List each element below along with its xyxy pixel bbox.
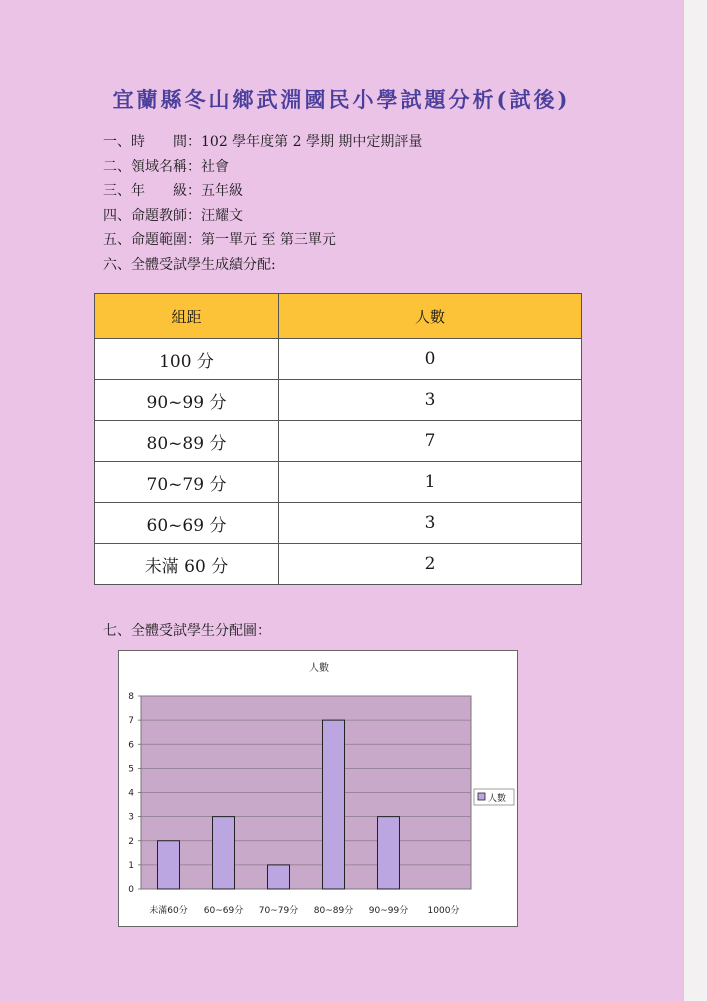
table-row [95, 462, 582, 503]
range-cell: 100 分 [95, 339, 279, 380]
chart-svg [119, 651, 517, 926]
count-cell: 3 [279, 503, 582, 544]
legend-label: 人數 [488, 794, 507, 804]
bar [268, 865, 290, 889]
x-tick-label: 90~99分 [368, 906, 409, 916]
range-cell: 60~69 分 [95, 503, 279, 544]
count-cell: 0 [279, 339, 582, 380]
page-title: 宜蘭縣冬山鄉武淵國民小學試題分析(試後) [112, 87, 571, 112]
x-tick-label: 1000分 [427, 906, 460, 916]
x-tick-label: 70~79分 [258, 906, 299, 916]
y-tick-label: 0 [128, 885, 134, 895]
exam-info-list [103, 130, 422, 277]
table-header-row [95, 294, 582, 339]
info-distribution-heading: 六、全體受試學生成績分配: [103, 256, 276, 273]
table-row [95, 339, 582, 380]
table-row [95, 380, 582, 421]
page-edge [683, 0, 707, 1001]
y-tick-label: 7 [128, 716, 134, 727]
info-time: 一、時 間：102 學年度第 2 學期 期中定期評量 [103, 134, 423, 150]
info-scope: 五、命題範圍：第一單元 至 第三單元 [103, 232, 336, 248]
y-tick-label: 6 [128, 740, 134, 751]
info-grade: 三、年 級：五年級 [103, 183, 243, 199]
bar [323, 720, 345, 889]
y-tick-label: 5 [128, 764, 134, 775]
x-tick-label: 未滿60分 [149, 906, 188, 916]
score-distribution-table [94, 293, 582, 585]
bar [213, 817, 235, 889]
count-cell: 7 [279, 421, 582, 462]
table-row [95, 544, 582, 585]
table-row [95, 503, 582, 544]
y-tick-label: 1 [128, 860, 134, 871]
x-tick-label: 80~89分 [313, 906, 354, 916]
column-header-range: 組距 [95, 294, 279, 339]
info-teacher: 四、命題教師：汪耀文 [103, 207, 243, 224]
chart-title: 人數 [309, 663, 329, 674]
count-cell: 1 [279, 462, 582, 503]
section7-heading: 七、全體受試學生分配圖： [103, 623, 271, 639]
column-header-count: 人數 [279, 294, 582, 339]
range-cell: 80~89 分 [95, 421, 279, 462]
y-tick-label: 2 [128, 836, 134, 847]
bar [158, 841, 180, 889]
legend-swatch [478, 793, 485, 800]
range-cell: 未滿 60 分 [95, 544, 279, 585]
range-cell: 70~79 分 [95, 462, 279, 503]
distribution-chart [118, 650, 518, 927]
info-subject: 二、領域名稱：社會 [103, 158, 229, 175]
y-tick-label: 3 [128, 812, 134, 823]
range-cell: 90~99 分 [95, 380, 279, 421]
y-tick-label: 4 [128, 788, 134, 799]
y-tick-label: 8 [128, 692, 134, 702]
bar [378, 817, 400, 889]
count-cell: 2 [279, 544, 582, 585]
count-cell: 3 [279, 380, 582, 421]
table-row [95, 421, 582, 462]
x-tick-label: 60~69分 [203, 906, 244, 916]
